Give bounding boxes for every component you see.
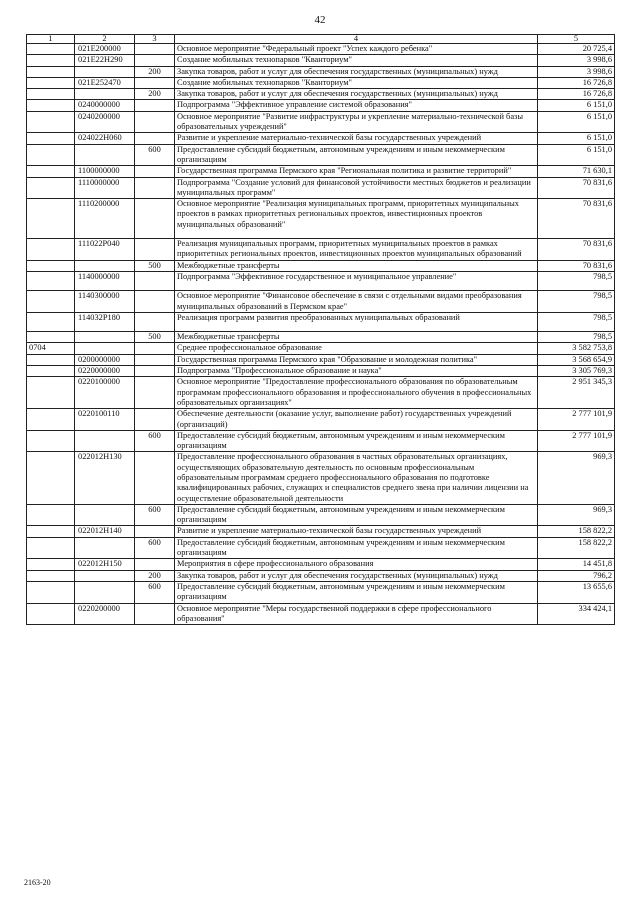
name-cell: Предоставление субсидий бюджетным, автономным учреждениям и иным некоммерческим организациям [175,581,538,603]
amount-cell: 6 151,0 [538,144,615,166]
amount-cell: 3 998,6 [538,66,615,77]
code-cell [75,144,135,166]
code-cell [75,260,135,271]
name-cell: Предоставление субсидий бюджетным, автономным учреждениям и иным некоммерческим организациям [175,144,538,166]
code-cell [75,570,135,581]
amount-cell: 798,5 [538,291,615,313]
expense-type-cell [135,526,175,537]
amount-cell: 13 655,6 [538,581,615,603]
amount-cell: 798,5 [538,271,615,290]
table-row [27,166,615,177]
section-cell [27,366,75,377]
column-header: 3 [135,35,175,44]
expense-type-cell: 200 [135,66,175,77]
table-row [27,260,615,271]
code-cell: 0240000000 [75,100,135,111]
name-cell: Подпрограмма "Создание условий для финансовой устойчивости местных бюджетов и реализации муниципальных программ" [175,177,538,199]
table-row [27,452,615,504]
code-cell: 0240200000 [75,111,135,133]
section-cell [27,559,75,570]
code-cell [75,504,135,526]
expense-type-cell [135,603,175,625]
table-row [27,177,615,199]
section-cell [27,430,75,452]
amount-cell: 70 831,6 [538,199,615,239]
expense-type-cell [135,291,175,313]
section-cell [27,332,75,343]
column-header: 4 [175,35,538,44]
amount-cell: 6 151,0 [538,133,615,144]
code-cell: 021E200000 [75,44,135,55]
code-cell: 0220100000 [75,377,135,409]
expense-type-cell: 200 [135,570,175,581]
code-cell [75,332,135,343]
table-row [27,55,615,66]
table-body [27,44,615,625]
section-cell [27,133,75,144]
code-cell [75,581,135,603]
table-row [27,66,615,77]
table-row [27,144,615,166]
section-cell [27,354,75,365]
name-cell: Предоставление субсидий бюджетным, автономным учреждениям и иным некоммерческим организациям [175,430,538,452]
code-cell: 021E22H290 [75,55,135,66]
amount-cell: 796,2 [538,570,615,581]
amount-cell: 70 831,6 [538,260,615,271]
code-cell: 022012Н150 [75,559,135,570]
table-header-row [27,35,615,44]
amount-cell: 14 451,8 [538,559,615,570]
expense-type-cell [135,239,175,261]
amount-cell: 70 831,6 [538,239,615,261]
expense-type-cell: 600 [135,504,175,526]
amount-cell: 20 725,4 [538,44,615,55]
code-cell: 1100000000 [75,166,135,177]
column-header: 5 [538,35,615,44]
expense-type-cell [135,452,175,504]
table-row [27,366,615,377]
amount-cell: 3 568 654,9 [538,354,615,365]
name-cell: Межбюджетные трансферты [175,260,538,271]
section-cell [27,570,75,581]
name-cell: Основное мероприятие "Развитие инфраструктуры и укрепление материально-технической базы образовательных учреждений" [175,111,538,133]
table-row [27,312,615,331]
expense-type-cell [135,199,175,239]
table-row [27,409,615,431]
table-row [27,44,615,55]
name-cell: Основное мероприятие "Предоставление профессионального образования по образовательным программам профессионального образования и профессионального обучения в профессиональных образовательных организациях" [175,377,538,409]
table-row [27,271,615,290]
code-cell [75,537,135,559]
name-cell: Основное мероприятие "Меры государственной поддержки в сфере профессионального образования" [175,603,538,625]
amount-cell: 334 424,1 [538,603,615,625]
amount-cell: 70 831,6 [538,177,615,199]
name-cell: Мероприятия в сфере профессионального образования [175,559,538,570]
code-cell: 021E252470 [75,77,135,88]
table-row [27,89,615,100]
code-cell: 1110200000 [75,199,135,239]
name-cell: Подпрограмма "Профессиональное образование и наука" [175,366,538,377]
table-row [27,377,615,409]
name-cell: Государственная программа Пермского края "Образование и молодежная политика" [175,354,538,365]
table-row [27,239,615,261]
section-cell [27,260,75,271]
section-cell [27,44,75,55]
section-cell [27,581,75,603]
section-cell [27,312,75,331]
expense-type-cell [135,271,175,290]
section-cell [27,452,75,504]
expense-type-cell: 600 [135,581,175,603]
expense-type-cell: 600 [135,430,175,452]
section-cell [27,89,75,100]
expense-type-cell [135,377,175,409]
expense-type-cell: 500 [135,332,175,343]
amount-cell: 158 822,2 [538,537,615,559]
table-row [27,332,615,343]
code-cell [75,66,135,77]
code-cell: 1110000000 [75,177,135,199]
table-row [27,430,615,452]
code-cell: 022012Н130 [75,452,135,504]
section-cell [27,239,75,261]
code-cell: 0220100110 [75,409,135,431]
amount-cell: 6 151,0 [538,100,615,111]
section-cell [27,100,75,111]
amount-cell: 2 777 101,9 [538,409,615,431]
expense-type-cell [135,77,175,88]
amount-cell: 798,5 [538,332,615,343]
expense-type-cell [135,559,175,570]
name-cell: Закупка товаров, работ и услуг для обеспечения государственных (муниципальных) нужд [175,66,538,77]
column-header: 2 [75,35,135,44]
column-header: 1 [27,35,75,44]
code-cell [75,430,135,452]
section-cell [27,409,75,431]
table-row [27,581,615,603]
amount-cell: 158 822,2 [538,526,615,537]
amount-cell: 798,5 [538,312,615,331]
amount-cell: 2 951 345,3 [538,377,615,409]
code-cell: 0200000000 [75,354,135,365]
expense-type-cell [135,100,175,111]
table-row [27,526,615,537]
name-cell: Закупка товаров, работ и услуг для обеспечения государственных (муниципальных) нужд [175,570,538,581]
section-cell [27,526,75,537]
expense-type-cell [135,44,175,55]
name-cell: Реализация муниципальных программ, приоритетных муниципальных проектов в рамках приоритетных региональных проектов, инвестиционных проектов муниципальных образований [175,239,538,261]
table-row [27,133,615,144]
name-cell: Предоставление субсидий бюджетным, автономным учреждениям и иным некоммерческим организациям [175,537,538,559]
code-cell: 0220200000 [75,603,135,625]
table-row [27,559,615,570]
expense-type-cell [135,409,175,431]
expense-type-cell [135,177,175,199]
name-cell: Государственная программа Пермского края "Региональная политика и развитие территорий" [175,166,538,177]
table-row [27,603,615,625]
expense-type-cell [135,354,175,365]
table-row [27,77,615,88]
code-cell: 1140300000 [75,291,135,313]
table-row [27,570,615,581]
code-cell: 111022Р040 [75,239,135,261]
table-row [27,111,615,133]
table-row [27,199,615,239]
expense-type-cell: 600 [135,144,175,166]
name-cell: Основное мероприятие "Финансовое обеспечение в связи с отдельными видами преобразования муниципальных образований в Пермском крае" [175,291,538,313]
section-cell [27,603,75,625]
section-cell [27,77,75,88]
section-cell [27,177,75,199]
table-row [27,504,615,526]
amount-cell: 16 726,8 [538,89,615,100]
amount-cell: 3 998,6 [538,55,615,66]
section-cell: 0704 [27,343,75,354]
section-cell [27,166,75,177]
amount-cell: 6 151,0 [538,111,615,133]
name-cell: Основное мероприятие "Реализация муниципальных программ, приоритетных муниципальных проектов в рамках приоритетных региональных проектов, инвестиционных проектов муниципальных образований" [175,199,538,239]
name-cell: Закупка товаров, работ и услуг для обеспечения государственных (муниципальных) нужд [175,89,538,100]
name-cell: Подпрограмма "Эффективное государственное и муниципальное управление" [175,271,538,290]
expense-type-cell: 200 [135,89,175,100]
name-cell: Основное мероприятие "Федеральный проект "Успех каждого ребенка" [175,44,538,55]
expense-type-cell [135,166,175,177]
code-cell: 024022Н060 [75,133,135,144]
code-cell: 0220000000 [75,366,135,377]
table-row [27,537,615,559]
amount-cell: 16 726,8 [538,77,615,88]
section-cell [27,66,75,77]
name-cell: Среднее профессиональное образование [175,343,538,354]
expense-type-cell [135,55,175,66]
name-cell: Межбюджетные трансферты [175,332,538,343]
name-cell: Подпрограмма "Эффективное управление системой образования" [175,100,538,111]
section-cell [27,377,75,409]
expense-type-cell [135,133,175,144]
section-cell [27,55,75,66]
name-cell: Предоставление профессионального образования в частных образовательных организациях, осуществляющих образовательную деятельность по основным профессиональным образовательным программам среднего профессионального образования по подготовке квалифицированных рабочих, служащих и специалистов среднего звена при наличии лицензии на осуществление образовательной деятельности [175,452,538,504]
name-cell: Развитие и укрепление материально-технической базы государственных учреждений [175,133,538,144]
expense-type-cell [135,366,175,377]
table-row [27,343,615,354]
table-row [27,100,615,111]
expense-type-cell [135,343,175,354]
code-cell: 114032Р180 [75,312,135,331]
amount-cell: 969,3 [538,452,615,504]
page-number: 42 [314,14,326,26]
table-row [27,291,615,313]
section-cell [27,271,75,290]
name-cell: Предоставление субсидий бюджетным, автономным учреждениям и иным некоммерческим организациям [175,504,538,526]
amount-cell: 71 630,1 [538,166,615,177]
amount-cell: 3 582 753,8 [538,343,615,354]
expense-type-cell [135,111,175,133]
table-row [27,354,615,365]
section-cell [27,291,75,313]
section-cell [27,537,75,559]
expense-type-cell: 500 [135,260,175,271]
name-cell: Развитие и укрепление материально-технической базы государственных учреждений [175,526,538,537]
budget-table [26,34,615,625]
section-cell [27,199,75,239]
footer-document-code: 2163-20 [24,878,51,887]
section-cell [27,144,75,166]
amount-cell: 2 777 101,9 [538,430,615,452]
section-cell [27,504,75,526]
expense-type-cell [135,312,175,331]
amount-cell: 3 305 769,3 [538,366,615,377]
name-cell: Обеспечение деятельности (оказание услуг, выполнение работ) государственных учреждений (организаций) [175,409,538,431]
name-cell: Реализация программ развития преобразованных муниципальных образований [175,312,538,331]
name-cell: Создание мобильных технопарков "Кванториум" [175,77,538,88]
expense-type-cell: 600 [135,537,175,559]
section-cell [27,111,75,133]
code-cell [75,89,135,100]
code-cell: 022012Н140 [75,526,135,537]
amount-cell: 969,3 [538,504,615,526]
code-cell: 1140000000 [75,271,135,290]
code-cell [75,343,135,354]
name-cell: Создание мобильных технопарков "Кванториум" [175,55,538,66]
